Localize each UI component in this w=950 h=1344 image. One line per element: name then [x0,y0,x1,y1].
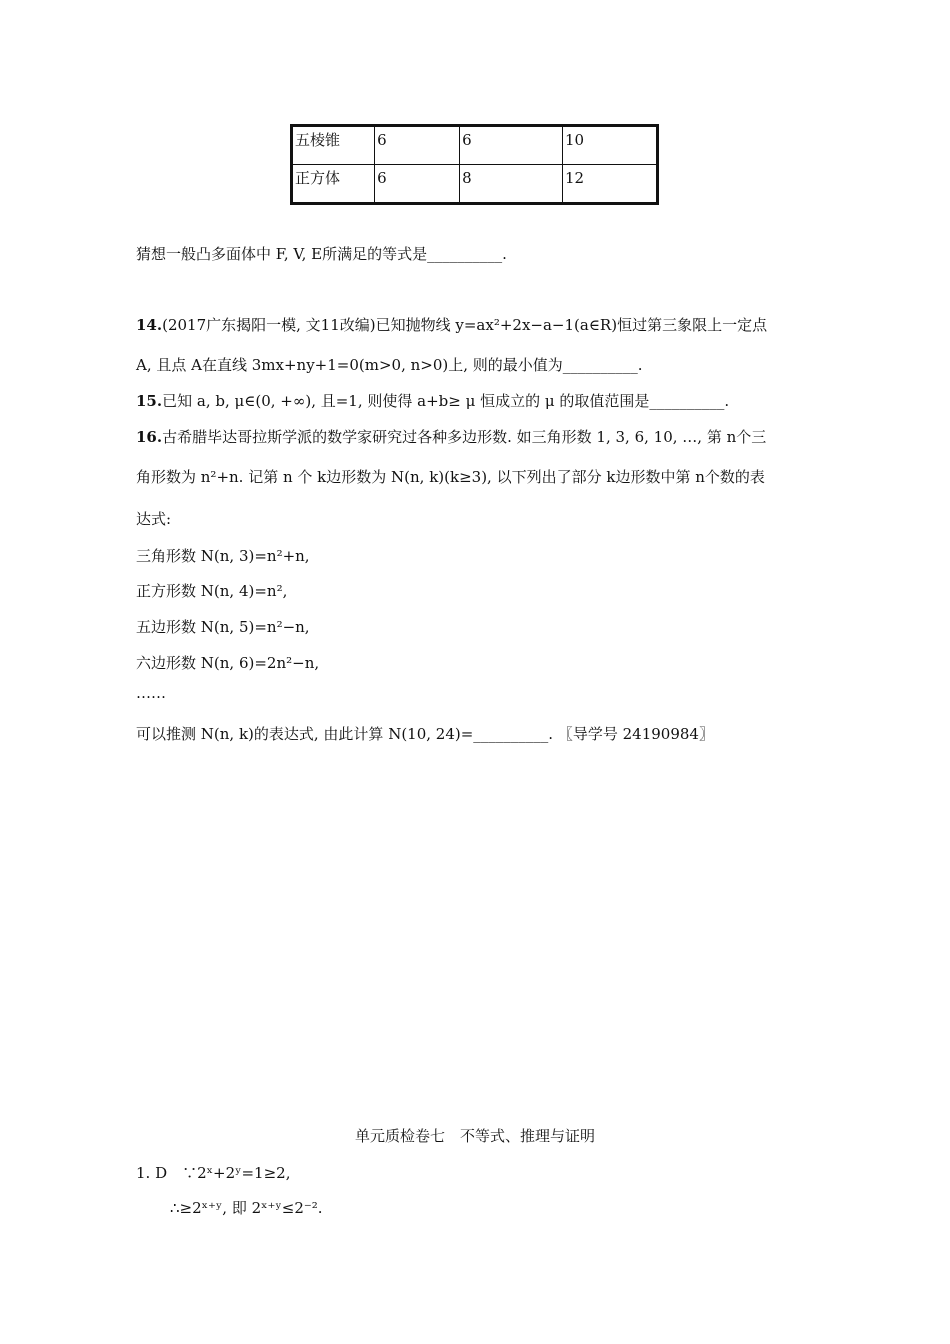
q16-line1 [136,426,766,447]
q15-text: 已知 a, b, μ∈(0, +∞), 且=1, 则使得 a+b≥ μ 恒成立的 μ 的取值范围是__________. [162,392,730,410]
q16-item-hexagon: 六边形数 N(n, 6)=2n²−n, [136,654,320,672]
q14-line1 [136,314,767,335]
q16-line3: 达式: [136,510,172,528]
q16-number: 16. [136,428,163,446]
table-cell: 正方体 [292,165,375,204]
q16-item-pentagon: 五边形数 N(n, 5)=n²−n, [136,618,310,636]
answer-1-line1: 1. D ∵2ˣ+2ʸ=1≥2, [136,1164,291,1182]
q16-last-line: 可以推测 N(n, k)的表达式, 由此计算 N(10, 24)=__________. 〖导学号 24190984〗 [136,725,714,743]
q14-number: 14. [136,316,163,334]
polyhedron-table [290,124,659,205]
q16-line2: 角形数为 n²+n. 记第 n 个 k边形数为 N(n, k)(k≥3), 以下列出了部分 k边形数中第 n个数的表 [136,468,765,486]
answer-section-title: 单元质检卷七 不等式、推理与证明 [354,1127,595,1145]
table-cell: 五棱锥 [292,126,375,165]
table-cell: 10 [562,126,657,165]
table-cell: 6 [375,126,460,165]
q16-item-triangle: 三角形数 N(n, 3)=n²+n, [136,547,310,565]
q16-ellipsis: …… [136,684,166,702]
q13-conclusion: 猜想一般凸多面体中 F, V, E所满足的等式是__________. [136,245,507,263]
q16-item-square: 正方形数 N(n, 4)=n², [136,582,288,600]
q14-line2: A, 且点 A在直线 3mx+ny+1=0(m>0, n>0)上, 则的最小值为__________. [136,356,643,374]
table-cell: 8 [460,165,563,204]
q15-number: 15. [136,392,163,410]
q15 [136,390,729,411]
table-cell: 6 [375,165,460,204]
q16-text-line1: 古希腊毕达哥拉斯学派的数学家研究过各种多边形数. 如三角形数 1, 3, 6, 10, …, 第 n个三 [162,428,767,446]
answer-1-line2: ∴≥2ˣ⁺ʸ, 即 2ˣ⁺ʸ≤2⁻². [170,1199,323,1217]
table-cell: 12 [562,165,657,204]
table-cell: 6 [460,126,563,165]
table-row [292,165,658,204]
table-row [292,126,658,165]
q14-text-line1: (2017广东揭阳一模, 文11改编)已知抛物线 y=ax²+2x−a−1(a∈R)恒过第三象限上一定点 [162,316,768,334]
